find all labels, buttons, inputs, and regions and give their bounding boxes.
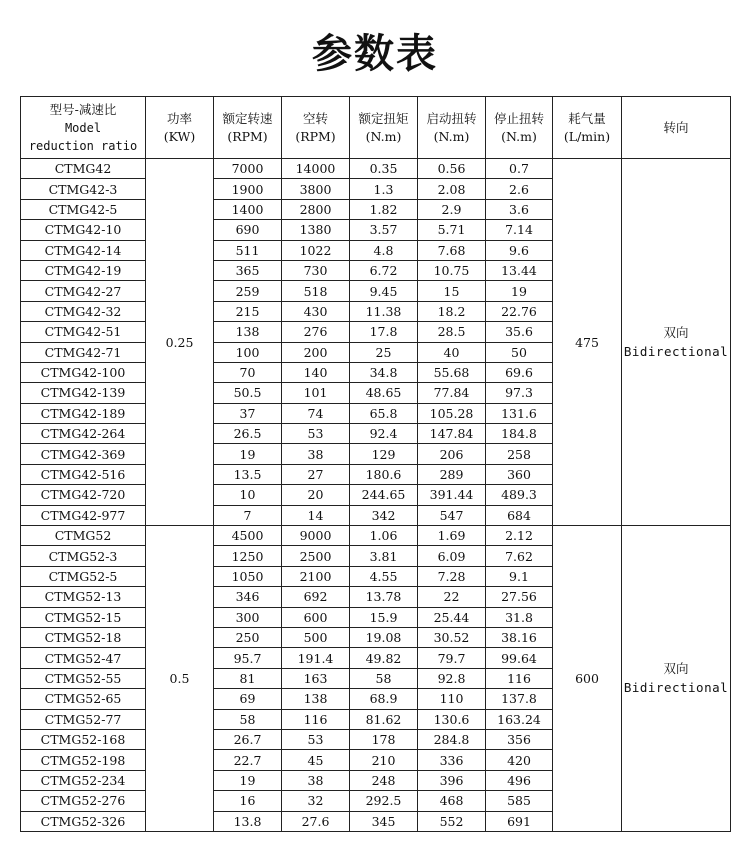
stall-torque-cell: 2.6 (486, 179, 553, 199)
rated-speed-cell: 22.7 (214, 750, 282, 770)
rated-torque-cell: 129 (350, 444, 418, 464)
free-speed-cell: 101 (282, 383, 350, 403)
rated-torque-cell: 0.35 (350, 159, 418, 179)
rated-torque-cell: 1.82 (350, 199, 418, 219)
rated-speed-cell: 100 (214, 342, 282, 362)
rated-speed-cell: 19 (214, 444, 282, 464)
model-cell: CTMG42-10 (21, 220, 146, 240)
start-torque-cell: 284.8 (418, 729, 486, 749)
start-torque-cell: 289 (418, 464, 486, 484)
header-stall-torque (486, 97, 553, 159)
rated-torque-cell: 210 (350, 750, 418, 770)
header-power-unit: (KW) (163, 128, 196, 144)
rated-torque-cell: 292.5 (350, 791, 418, 811)
free-speed-cell: 200 (282, 342, 350, 362)
start-torque-cell: 396 (418, 770, 486, 790)
free-speed-cell: 14000 (282, 159, 350, 179)
start-torque-cell: 110 (418, 689, 486, 709)
stall-torque-cell: 356 (486, 729, 553, 749)
header-rated-torque (350, 97, 418, 159)
rated-speed-cell: 10 (214, 485, 282, 505)
model-cell: CTMG42-100 (21, 362, 146, 382)
rotation-cn: 双向 (663, 661, 689, 677)
rated-speed-cell: 690 (214, 220, 282, 240)
start-torque-cell: 147.84 (418, 424, 486, 444)
free-speed-cell: 27.6 (282, 811, 350, 831)
model-cell: CTMG42-51 (21, 322, 146, 342)
rated-torque-cell: 81.62 (350, 709, 418, 729)
start-torque-cell: 79.7 (418, 648, 486, 668)
model-cell: CTMG52-77 (21, 709, 146, 729)
parameter-table (20, 96, 731, 832)
rated-torque-cell: 17.8 (350, 322, 418, 342)
start-torque-cell: 206 (418, 444, 486, 464)
stall-torque-cell: 116 (486, 668, 553, 688)
model-cell: CTMG52 (21, 526, 146, 546)
start-torque-cell: 1.69 (418, 526, 486, 546)
rated-speed-cell: 81 (214, 668, 282, 688)
model-cell: CTMG42-32 (21, 301, 146, 321)
stall-torque-cell: 420 (486, 750, 553, 770)
free-speed-cell: 38 (282, 444, 350, 464)
model-cell: CTMG52-198 (21, 750, 146, 770)
header-rated-speed-unit: (RPM) (227, 128, 268, 144)
air-consumption-cell: 600 (553, 526, 622, 832)
stall-torque-cell: 2.12 (486, 526, 553, 546)
start-torque-cell: 28.5 (418, 322, 486, 342)
model-cell: CTMG52-276 (21, 791, 146, 811)
model-cell: CTMG42-27 (21, 281, 146, 301)
free-speed-cell: 138 (282, 689, 350, 709)
free-speed-cell: 430 (282, 301, 350, 321)
rated-speed-cell: 511 (214, 240, 282, 260)
stall-torque-cell: 184.8 (486, 424, 553, 444)
stall-torque-cell: 360 (486, 464, 553, 484)
start-torque-cell: 336 (418, 750, 486, 770)
rated-speed-cell: 250 (214, 627, 282, 647)
free-speed-cell: 45 (282, 750, 350, 770)
stall-torque-cell: 50 (486, 342, 553, 362)
start-torque-cell: 55.68 (418, 362, 486, 382)
start-torque-cell: 552 (418, 811, 486, 831)
model-cell: CTMG42-264 (21, 424, 146, 444)
start-torque-cell: 130.6 (418, 709, 486, 729)
header-air-consumption-cn: 耗气量 (568, 110, 606, 126)
model-cell: CTMG52-18 (21, 627, 146, 647)
stall-torque-cell: 38.16 (486, 627, 553, 647)
model-cell: CTMG42-71 (21, 342, 146, 362)
model-cell: CTMG42-19 (21, 260, 146, 280)
start-torque-cell: 468 (418, 791, 486, 811)
header-start-torque (418, 97, 486, 159)
rated-speed-cell: 13.5 (214, 464, 282, 484)
free-speed-cell: 2100 (282, 566, 350, 586)
stall-torque-cell: 163.24 (486, 709, 553, 729)
free-speed-cell: 163 (282, 668, 350, 688)
model-cell: CTMG52-47 (21, 648, 146, 668)
model-cell: CTMG42-14 (21, 240, 146, 260)
rated-torque-cell: 13.78 (350, 587, 418, 607)
stall-torque-cell: 22.76 (486, 301, 553, 321)
rated-speed-cell: 95.7 (214, 648, 282, 668)
stall-torque-cell: 496 (486, 770, 553, 790)
rated-torque-cell: 248 (350, 770, 418, 790)
start-torque-cell: 25.44 (418, 607, 486, 627)
rated-torque-cell: 3.81 (350, 546, 418, 566)
header-model (21, 97, 146, 159)
stall-torque-cell: 19 (486, 281, 553, 301)
rated-torque-cell: 178 (350, 729, 418, 749)
power-cell: 0.25 (146, 159, 214, 526)
stall-torque-cell: 9.1 (486, 566, 553, 586)
rated-torque-cell: 6.72 (350, 260, 418, 280)
rated-speed-cell: 69 (214, 689, 282, 709)
model-cell: CTMG42-3 (21, 179, 146, 199)
header-free-speed-unit: (RPM) (295, 128, 336, 144)
model-cell: CTMG42-189 (21, 403, 146, 423)
start-torque-cell: 105.28 (418, 403, 486, 423)
rated-torque-cell: 92.4 (350, 424, 418, 444)
model-cell: CTMG52-234 (21, 770, 146, 790)
free-speed-cell: 116 (282, 709, 350, 729)
rated-speed-cell: 16 (214, 791, 282, 811)
rotation-cell (622, 159, 731, 526)
free-speed-cell: 9000 (282, 526, 350, 546)
start-torque-cell: 0.56 (418, 159, 486, 179)
rated-torque-cell: 345 (350, 811, 418, 831)
rated-speed-cell: 26.7 (214, 729, 282, 749)
rated-speed-cell: 365 (214, 260, 282, 280)
stall-torque-cell: 7.14 (486, 220, 553, 240)
start-torque-cell: 15 (418, 281, 486, 301)
start-torque-cell: 18.2 (418, 301, 486, 321)
free-speed-cell: 14 (282, 505, 350, 525)
model-cell: CTMG52-3 (21, 546, 146, 566)
free-speed-cell: 74 (282, 403, 350, 423)
model-cell: CTMG52-55 (21, 668, 146, 688)
page-title: 参数表 (312, 31, 438, 77)
start-torque-cell: 22 (418, 587, 486, 607)
free-speed-cell: 1022 (282, 240, 350, 260)
stall-torque-cell: 31.8 (486, 607, 553, 627)
start-torque-cell: 7.68 (418, 240, 486, 260)
rated-torque-cell: 65.8 (350, 403, 418, 423)
rated-torque-cell: 49.82 (350, 648, 418, 668)
rated-torque-cell: 9.45 (350, 281, 418, 301)
free-speed-cell: 600 (282, 607, 350, 627)
rotation-en: Bidirectional (623, 344, 729, 360)
model-cell: CTMG42-977 (21, 505, 146, 525)
stall-torque-cell: 137.8 (486, 689, 553, 709)
rated-torque-cell: 180.6 (350, 464, 418, 484)
rated-speed-cell: 138 (214, 322, 282, 342)
rated-speed-cell: 346 (214, 587, 282, 607)
header-rotation (622, 97, 731, 159)
free-speed-cell: 3800 (282, 179, 350, 199)
table-row (21, 526, 731, 546)
rated-torque-cell: 1.06 (350, 526, 418, 546)
header-rotation-cn: 转向 (663, 119, 689, 135)
model-cell: CTMG52-5 (21, 566, 146, 586)
rated-speed-cell: 50.5 (214, 383, 282, 403)
free-speed-cell: 500 (282, 627, 350, 647)
rated-torque-cell: 342 (350, 505, 418, 525)
model-cell: CTMG52-13 (21, 587, 146, 607)
start-torque-cell: 40 (418, 342, 486, 362)
stall-torque-cell: 131.6 (486, 403, 553, 423)
start-torque-cell: 7.28 (418, 566, 486, 586)
rated-speed-cell: 26.5 (214, 424, 282, 444)
power-cell: 0.5 (146, 526, 214, 832)
stall-torque-cell: 27.56 (486, 587, 553, 607)
stall-torque-cell: 0.7 (486, 159, 553, 179)
rated-speed-cell: 37 (214, 403, 282, 423)
header-model-cn: 型号-减速比 (49, 101, 117, 117)
model-cell: CTMG42-5 (21, 199, 146, 219)
stall-torque-cell: 13.44 (486, 260, 553, 280)
rated-speed-cell: 13.8 (214, 811, 282, 831)
start-torque-cell: 547 (418, 505, 486, 525)
start-torque-cell: 2.08 (418, 179, 486, 199)
rated-speed-cell: 58 (214, 709, 282, 729)
rated-torque-cell: 34.8 (350, 362, 418, 382)
rated-speed-cell: 1050 (214, 566, 282, 586)
rated-speed-cell: 259 (214, 281, 282, 301)
air-consumption-cell: 475 (553, 159, 622, 526)
rated-torque-cell: 25 (350, 342, 418, 362)
header-start-torque-unit: (N.m) (433, 128, 470, 144)
free-speed-cell: 38 (282, 770, 350, 790)
header-model-en-2: reduction ratio (28, 138, 138, 153)
rated-torque-cell: 3.57 (350, 220, 418, 240)
header-stall-torque-cn: 停止扭转 (493, 110, 544, 126)
header-model-en: Model (64, 120, 102, 135)
free-speed-cell: 730 (282, 260, 350, 280)
start-torque-cell: 10.75 (418, 260, 486, 280)
header-air-consumption-unit: (L/min) (563, 128, 611, 144)
stall-torque-cell: 3.6 (486, 199, 553, 219)
rated-torque-cell: 4.8 (350, 240, 418, 260)
header-rated-torque-unit: (N.m) (365, 128, 402, 144)
rated-speed-cell: 215 (214, 301, 282, 321)
start-torque-cell: 5.71 (418, 220, 486, 240)
free-speed-cell: 2800 (282, 199, 350, 219)
header-power-cn: 功率 (166, 110, 192, 126)
start-torque-cell: 6.09 (418, 546, 486, 566)
rated-speed-cell: 19 (214, 770, 282, 790)
free-speed-cell: 276 (282, 322, 350, 342)
stall-torque-cell: 684 (486, 505, 553, 525)
rotation-cell (622, 526, 731, 832)
free-speed-cell: 1380 (282, 220, 350, 240)
model-cell: CTMG42-720 (21, 485, 146, 505)
start-torque-cell: 2.9 (418, 199, 486, 219)
rated-speed-cell: 1250 (214, 546, 282, 566)
header-air-consumption (553, 97, 622, 159)
model-cell: CTMG42-369 (21, 444, 146, 464)
header-rated-torque-cn: 额定扭矩 (358, 110, 409, 126)
stall-torque-cell: 9.6 (486, 240, 553, 260)
free-speed-cell: 20 (282, 485, 350, 505)
rated-torque-cell: 1.3 (350, 179, 418, 199)
rated-speed-cell: 70 (214, 362, 282, 382)
free-speed-cell: 191.4 (282, 648, 350, 668)
header-row (21, 97, 731, 159)
header-free-speed-cn: 空转 (302, 110, 328, 126)
table-body (21, 159, 731, 832)
start-torque-cell: 30.52 (418, 627, 486, 647)
stall-torque-cell: 99.64 (486, 648, 553, 668)
rotation-cn: 双向 (663, 325, 689, 341)
stall-torque-cell: 97.3 (486, 383, 553, 403)
rated-torque-cell: 4.55 (350, 566, 418, 586)
model-cell: CTMG42-139 (21, 383, 146, 403)
free-speed-cell: 518 (282, 281, 350, 301)
model-cell: CTMG42-516 (21, 464, 146, 484)
free-speed-cell: 32 (282, 791, 350, 811)
model-cell: CTMG52-326 (21, 811, 146, 831)
rotation-en: Bidirectional (623, 680, 729, 696)
rated-speed-cell: 7000 (214, 159, 282, 179)
rated-speed-cell: 4500 (214, 526, 282, 546)
stall-torque-cell: 258 (486, 444, 553, 464)
start-torque-cell: 77.84 (418, 383, 486, 403)
free-speed-cell: 27 (282, 464, 350, 484)
rated-torque-cell: 244.65 (350, 485, 418, 505)
stall-torque-cell: 489.3 (486, 485, 553, 505)
header-free-speed (282, 97, 350, 159)
rated-torque-cell: 15.9 (350, 607, 418, 627)
free-speed-cell: 692 (282, 587, 350, 607)
model-cell: CTMG52-65 (21, 689, 146, 709)
free-speed-cell: 2500 (282, 546, 350, 566)
rated-torque-cell: 11.38 (350, 301, 418, 321)
rated-speed-cell: 1400 (214, 199, 282, 219)
rated-torque-cell: 19.08 (350, 627, 418, 647)
stall-torque-cell: 7.62 (486, 546, 553, 566)
stall-torque-cell: 69.6 (486, 362, 553, 382)
rated-torque-cell: 68.9 (350, 689, 418, 709)
stall-torque-cell: 691 (486, 811, 553, 831)
model-cell: CTMG52-15 (21, 607, 146, 627)
model-cell: CTMG42 (21, 159, 146, 179)
model-cell: CTMG52-168 (21, 729, 146, 749)
start-torque-cell: 92.8 (418, 668, 486, 688)
stall-torque-cell: 585 (486, 791, 553, 811)
header-rated-speed-cn: 额定转速 (222, 110, 273, 126)
rated-speed-cell: 1900 (214, 179, 282, 199)
rated-speed-cell: 7 (214, 505, 282, 525)
free-speed-cell: 140 (282, 362, 350, 382)
table-row (21, 159, 731, 179)
stall-torque-cell: 35.6 (486, 322, 553, 342)
rated-torque-cell: 58 (350, 668, 418, 688)
rated-torque-cell: 48.65 (350, 383, 418, 403)
header-power (146, 97, 214, 159)
free-speed-cell: 53 (282, 729, 350, 749)
free-speed-cell: 53 (282, 424, 350, 444)
start-torque-cell: 391.44 (418, 485, 486, 505)
header-start-torque-cn: 启动扭转 (426, 110, 477, 126)
header-rated-speed (214, 97, 282, 159)
rated-speed-cell: 300 (214, 607, 282, 627)
header-stall-torque-unit: (N.m) (501, 128, 537, 144)
